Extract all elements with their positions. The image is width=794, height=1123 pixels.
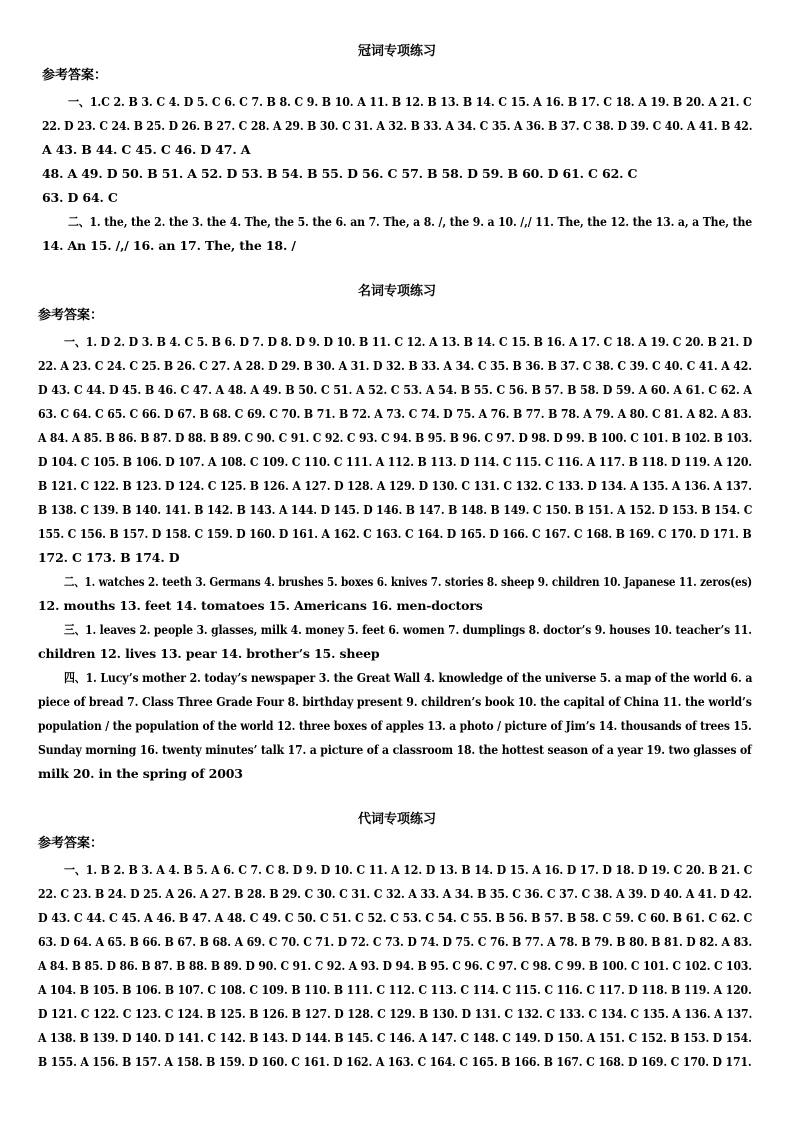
answer-label: 参考答案：: [42, 68, 108, 83]
answer-line: B 121. C 122. B 123. D 124. C 125. B 126. A 127. D 128. A 129. D 130. C 131. C 132. C 133. D 134. A 135. A 136. A 137.: [38, 478, 752, 493]
answer-line: 12. mouths 13. feet 14. tomatoes 15. Americans 16. men-doctors: [38, 598, 483, 613]
answer-line: B 138. C 139. B 140. 141. B 142. B 143. A 144. D 145. D 146. B 147. B 148. B 149. C 150. B 151. A 152. D 153. B 154. C: [38, 502, 753, 517]
answer-line: D 43. C 44. D 45. B 46. C 47. A 48. A 49. B 50. C 51. A 52. C 53. A 54. B 55. C 56. B 57. B 58. D 59. A 60. A 61. C 62. A: [38, 382, 752, 397]
answer-line: 155. C 156. B 157. D 158. C 159. D 160. D 161. A 162. C 163. C 164. D 165. D 166. C 167. C 168. B 169. C 170. D 171. B: [38, 526, 752, 541]
answer-line: 22. D 23. C 24. B 25. D 26. B 27. C 28. A 29. B 30. C 31. A 32. B 33. A 34. C 35. A 36. B 37. C 38. D 39. C 40. A 41. B 42.: [42, 118, 753, 133]
answer-line: 14. An 15. /,/ 16. an 17. The, the 18. /: [42, 238, 296, 253]
answer-line: 63. D 64. A 65. B 66. B 67. B 68. A 69. C 70. C 71. D 72. C 73. D 74. D 75. C 76. B 77. A 78. B 79. B 80. B 81. D 82. A 83.: [38, 934, 753, 949]
answer-line: milk 20. in the spring of 2003: [38, 766, 243, 781]
answer-line: A 104. B 105. B 106. B 107. C 108. C 109. B 110. B 111. C 112. C 113. C 114. C 115. C 116. C 117. D 118. B 119. A 120.: [38, 982, 752, 997]
answer-line: D 43. C 44. C 45. A 46. B 47. A 48. C 49. C 50. C 51. C 52. C 53. C 54. C 55. B 56. B 57. B 58. C 59. C 60. B 61. C 62. C: [38, 910, 753, 925]
answer-line: 一、1. D 2. D 3. B 4. C 5. B 6. D 7. D 8. D 9. D 10. B 11. C 12. A 13. B 14. C 15. B 16. A 17. C 18. A 19. C 20. B 21. D: [64, 334, 753, 349]
answer-line: A 84. A 85. B 86. B 87. D 88. B 89. C 90. C 91. C 92. C 93. C 94. B 95. B 96. C 97. D 98. D 99. B 100. C 101. B 102. B 103.: [38, 430, 753, 445]
section-title: 冠词专项练习: [357, 44, 436, 59]
answer-line: 二、1. watches 2. teeth 3. Germans 4. brushes 5. boxes 6. knives 7. stories 8. sheep 9. children 10. Japanese 11. zeros(es): [64, 574, 753, 589]
section-title: 名词专项练习: [357, 284, 436, 299]
answer-label: 参考答案：: [38, 308, 104, 323]
answer-line: 一、1. B 2. B 3. A 4. B 5. A 6. C 7. C 8. D 9. D 10. C 11. A 12. D 13. B 14. D 15. A 16. D 17. D 18. D 19. C 20. B 21. C: [64, 862, 753, 877]
answer-line: A 84. B 85. D 86. B 87. B 88. B 89. D 90. C 91. C 92. A 93. D 94. B 95. C 96. C 97. C 98. C 99. B 100. C 101. C 102. C 103.: [38, 958, 752, 973]
answer-line: 22. A 23. C 24. C 25. B 26. C 27. A 28. D 29. B 30. A 31. D 32. B 33. A 34. C 35. B 36. B 37. C 38. C 39. C 40. C 41. A 42.: [38, 358, 752, 373]
answer-label: 参考答案：: [38, 836, 104, 851]
answer-line: Sunday morning 16. twenty minutes’ talk 17. a picture of a classroom 18. the hottest season of a year 19. two glasses of: [38, 742, 752, 757]
answer-line: A 138. B 139. D 140. D 141. C 142. B 143. D 144. B 145. C 146. A 147. C 148. C 149. D 150. A 151. C 152. B 153. D 154.: [38, 1030, 752, 1045]
answer-line: 63. C 64. C 65. C 66. D 67. B 68. C 69. C 70. B 71. B 72. A 73. C 74. D 75. A 76. B 77. B 78. A 79. A 80. C 81. A 82. A 83.: [38, 406, 752, 421]
answer-line: 172. C 173. B 174. D: [38, 550, 180, 565]
answer-line: 三、1. leaves 2. people 3. glasses, milk 4. money 5. feet 6. women 7. dumplings 8. doctor’s 9. houses 10. teacher’s 11.: [64, 622, 752, 637]
answer-line: 48. A 49. D 50. B 51. A 52. D 53. B 54. B 55. D 56. C 57. B 58. D 59. B 60. D 61. C 62. C: [42, 166, 638, 181]
section-title: 代词专项练习: [357, 812, 436, 827]
answer-line: 63. D 64. C: [42, 190, 118, 205]
answer-line: population / the population of the world 12. three boxes of apples 13. a photo / picture of Jim’s 14. thousands of trees 15.: [38, 718, 752, 733]
answer-line: 二、1. the, the 2. the 3. the 4. The, the 5. the 6. an 7. The, a 8. /, the 9. a 10. /,/ 11. The, the 12. the 13. a, a The, the: [68, 214, 753, 229]
answer-line: 四、1. Lucy’s mother 2. today’s newspaper 3. the Great Wall 4. knowledge of the universe 5. a map of the world 6. a: [64, 670, 753, 685]
answer-line: B 155. A 156. B 157. A 158. B 159. D 160. C 161. D 162. A 163. C 164. C 165. B 166. B 167. C 168. D 169. C 170. D 171.: [38, 1054, 752, 1069]
answer-line: A 43. B 44. C 45. C 46. D 47. A: [42, 142, 251, 157]
answer-line: D 104. C 105. B 106. D 107. A 108. C 109. C 110. C 111. A 112. B 113. D 114. C 115. C 116. A 117. B 118. D 119. A 120.: [38, 454, 752, 469]
answer-line: D 121. C 122. C 123. C 124. B 125. B 126. B 127. D 128. C 129. B 130. D 131. C 132. C 133. C 134. C 135. A 136. A 137.: [38, 1006, 753, 1021]
answer-line: 22. C 23. B 24. D 25. A 26. A 27. B 28. B 29. C 30. C 31. C 32. A 33. A 34. B 35. C 36. C 37. C 38. A 39. D 40. A 41. D 42.: [38, 886, 752, 901]
answer-line: piece of bread 7. Class Three Grade Four 8. birthday present 9. children’s book 10. the capital of China 11. the world’s: [38, 694, 752, 709]
answer-line: 一、1.C 2. B 3. C 4. D 5. C 6. C 7. B 8. C 9. B 10. A 11. B 12. B 13. B 14. C 15. A 16. B 17. C 18. A 19. B 20. A 21. C: [68, 94, 752, 109]
answer-line: children 12. lives 13. pear 14. brother’s 15. sheep: [38, 646, 380, 661]
